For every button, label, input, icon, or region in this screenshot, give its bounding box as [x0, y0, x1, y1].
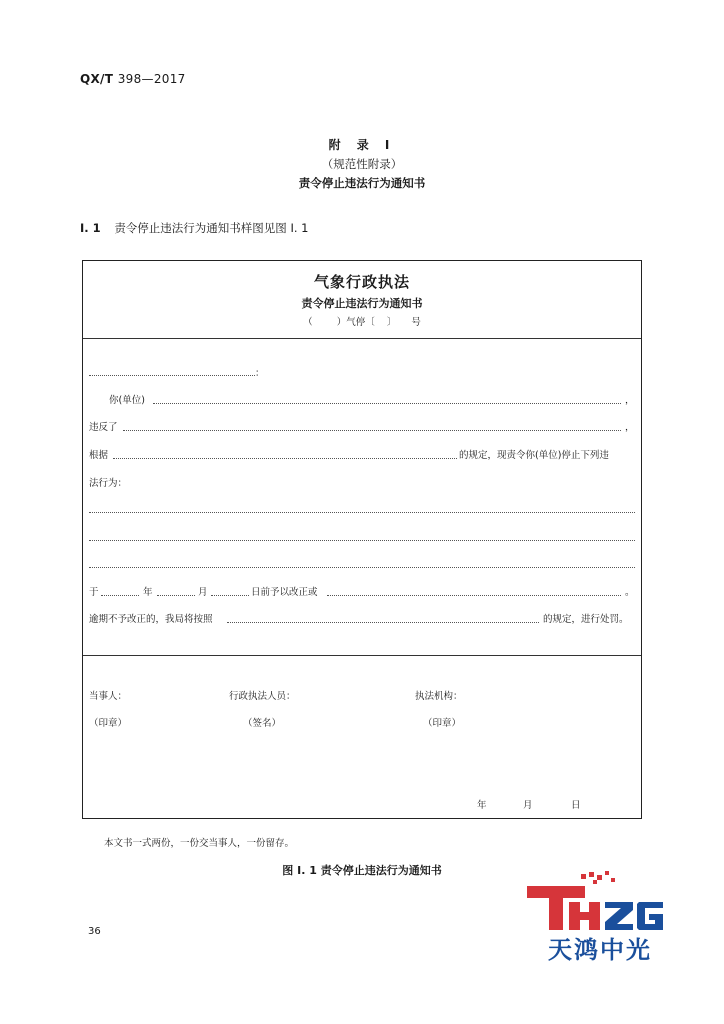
form-number: （ ）气停〔 〕 号: [303, 317, 421, 328]
form-title: 责令停止违法行为通知书: [301, 297, 423, 310]
unit-blank[interactable]: [153, 403, 621, 404]
month-blank[interactable]: [157, 595, 195, 596]
date-day: 日: [571, 800, 581, 811]
party-seal: （印章）: [89, 718, 128, 729]
correction-blank[interactable]: [327, 595, 621, 596]
penalty-text: 的规定，进行处罚。: [543, 614, 629, 625]
signature-divider: [83, 655, 641, 656]
penalty-basis-blank[interactable]: [227, 622, 539, 623]
comma-1: ，: [625, 395, 635, 406]
clause: [80, 220, 309, 236]
watermark-logo: [527, 868, 667, 964]
addressee-blank[interactable]: [89, 375, 255, 376]
annex-title: 附 录 I: [328, 138, 396, 152]
clause-number: I. 1: [80, 221, 101, 235]
officer-sign: （签名）: [243, 718, 282, 729]
year-label: 年: [143, 587, 153, 598]
period: 。: [625, 587, 635, 598]
form-org: 气象行政执法: [313, 273, 410, 291]
page-number: 36: [88, 926, 101, 937]
addressee-colon: ：: [255, 368, 265, 379]
standard-number: 398—2017: [117, 72, 186, 86]
illegal-act-line-3[interactable]: [89, 567, 635, 568]
order-text: 的规定，现责令你(单位)停止下列违: [459, 450, 609, 461]
figure-caption: 图 I. 1 责令停止违法行为通知书: [282, 864, 442, 877]
officer-label: 行政执法人员：: [229, 691, 296, 702]
standard-code: [80, 72, 186, 86]
day-text: 日前予以改正或: [251, 587, 318, 598]
illegal-act-line-1[interactable]: [89, 512, 635, 513]
footnote: 本文书一式两份，一份交当事人，一份留存。: [104, 838, 295, 849]
violated-blank[interactable]: [123, 430, 621, 431]
violated-label: 违反了: [89, 422, 118, 433]
clause-text: 责令停止违法行为通知书样图见图 I. 1: [114, 221, 309, 235]
party-label: 当事人：: [89, 691, 128, 702]
illegal-acts-label: 法行为：: [89, 478, 128, 489]
notice-form: [82, 260, 642, 819]
yu-label: 于: [89, 587, 99, 598]
month-label: 月: [198, 587, 208, 598]
you-unit-label: 你(单位): [109, 395, 145, 406]
standard-prefix: QX/T: [80, 72, 114, 86]
logo-name: 天鸿中光: [548, 936, 652, 964]
overdue-text: 逾期不予改正的，我局将按照: [89, 614, 213, 625]
form-header: [83, 261, 641, 339]
date-year: 年: [477, 800, 487, 811]
annex-name: 责令停止违法行为通知书: [298, 176, 426, 190]
date-month: 月: [523, 800, 533, 811]
agency-label: 执法机构：: [415, 691, 463, 702]
illegal-act-line-2[interactable]: [89, 540, 635, 541]
day-blank[interactable]: [211, 595, 249, 596]
according-label: 根据: [89, 450, 109, 461]
annex-type: （规范性附录）: [321, 157, 403, 171]
agency-seal: （印章）: [423, 718, 462, 729]
comma-2: ，: [625, 422, 635, 433]
year-blank[interactable]: [101, 595, 139, 596]
according-blank[interactable]: [113, 458, 457, 459]
